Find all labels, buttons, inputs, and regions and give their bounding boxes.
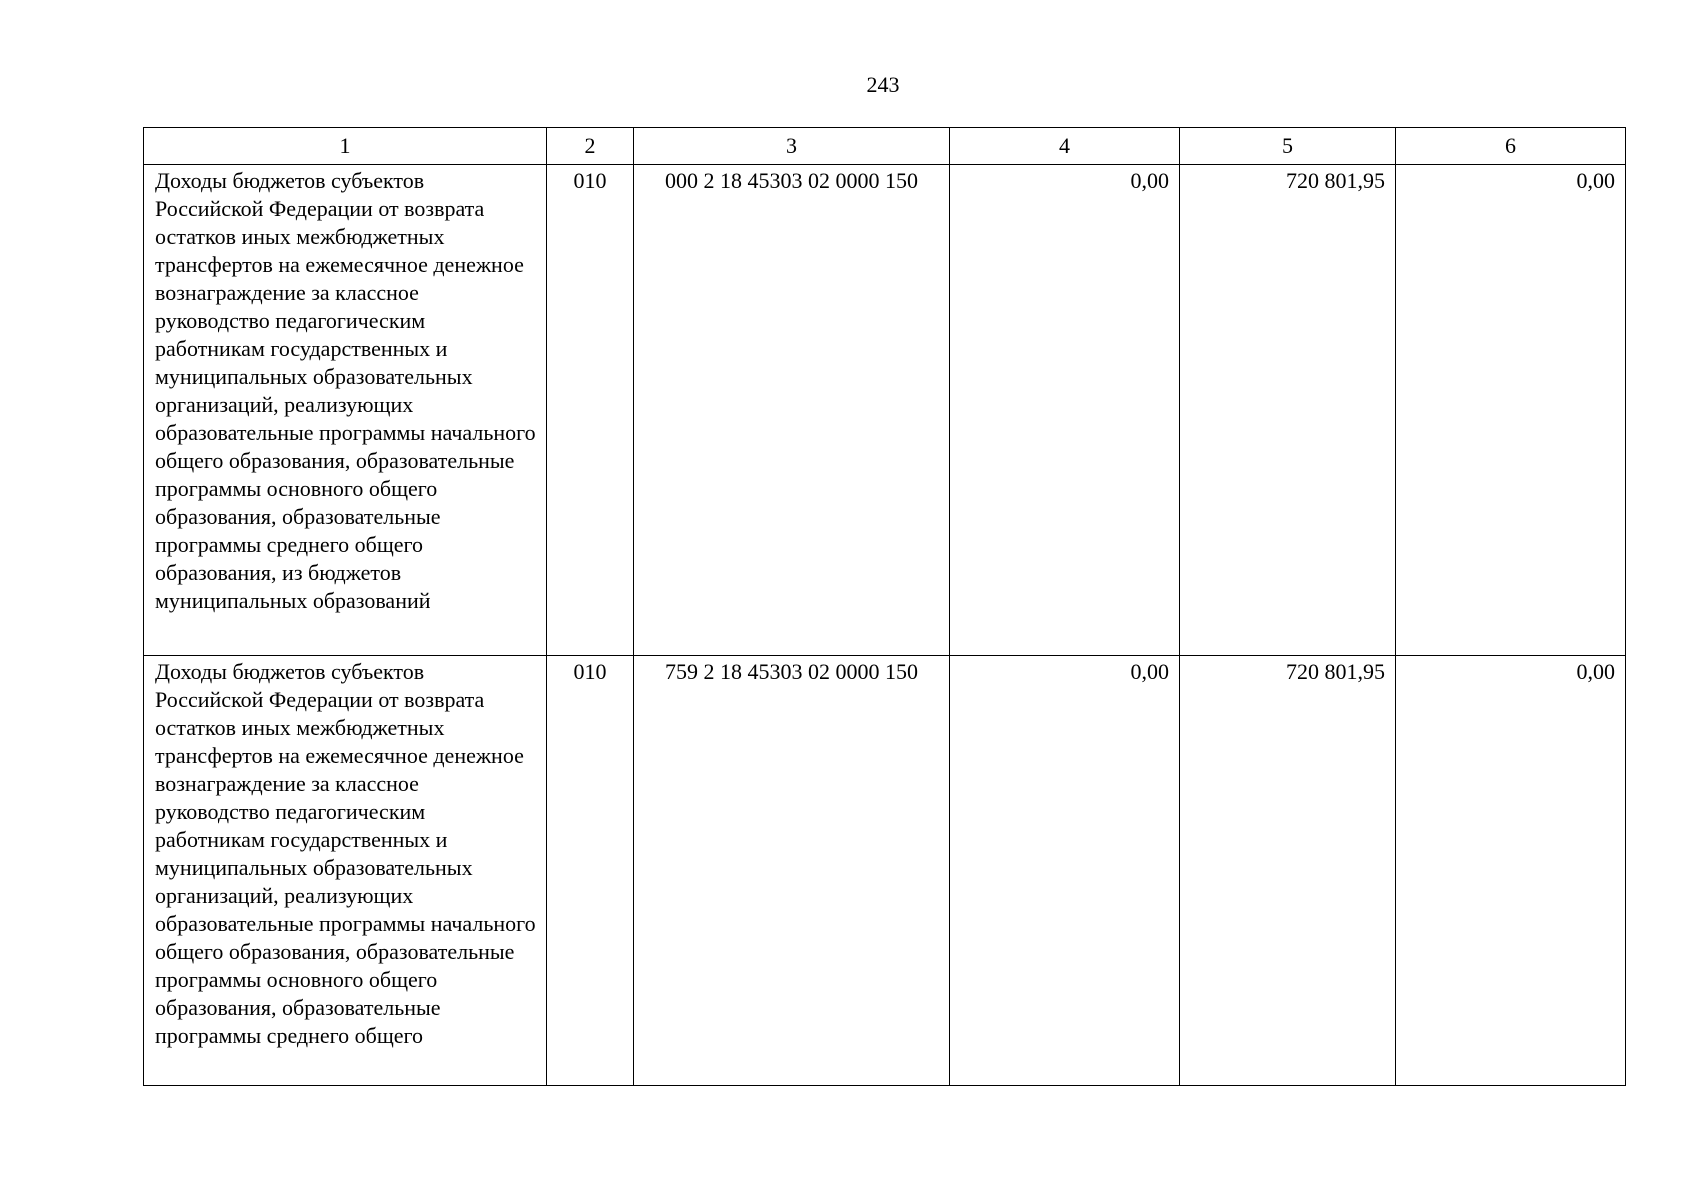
column-5-value: 720 801,95 [1180, 656, 1396, 1086]
table-row [144, 656, 1626, 1086]
line-code-cell: 010 [547, 165, 634, 656]
classification-code-cell: 759 2 18 45303 02 0000 150 [634, 656, 950, 1086]
column-5-value: 720 801,95 [1180, 165, 1396, 656]
column-6-value: 0,00 [1396, 656, 1626, 1086]
line-code-cell: 010 [547, 656, 634, 1086]
income-name-cell: Доходы бюджетов субъектов Российской Федерации от возврата остатков иных межбюджетных трансфертов на ежемесячное денежное вознаграждение за классное руководство педагогическим работникам государственных и муниципальных образовательных организаций, реализующих образовательные программы начального общего образования, образовательные программы основного общего образования, образовательные программы среднего общего [144, 656, 547, 1086]
column-header-4: 4 [950, 128, 1180, 165]
page-number: 243 [866, 72, 900, 97]
table-header-row [144, 128, 1626, 165]
column-4-value: 0,00 [950, 656, 1180, 1086]
column-header-5: 5 [1180, 128, 1396, 165]
column-header-1: 1 [144, 128, 547, 165]
column-6-value: 0,00 [1396, 165, 1626, 656]
column-header-6: 6 [1396, 128, 1626, 165]
column-header-2: 2 [547, 128, 634, 165]
income-name-cell: Доходы бюджетов субъектов Российской Федерации от возврата остатков иных межбюджетных трансфертов на ежемесячное денежное вознаграждение за классное руководство педагогическим работникам государственных и муниципальных образовательных организаций, реализующих образовательные программы начального общего образования, образовательные программы основного общего образования, образовательные программы среднего общего образования, из бюджетов муниципальных образований [144, 165, 547, 656]
column-header-3: 3 [634, 128, 950, 165]
classification-code-cell: 000 2 18 45303 02 0000 150 [634, 165, 950, 656]
column-4-value: 0,00 [950, 165, 1180, 656]
table-row [144, 165, 1626, 656]
income-table [143, 127, 1626, 1086]
